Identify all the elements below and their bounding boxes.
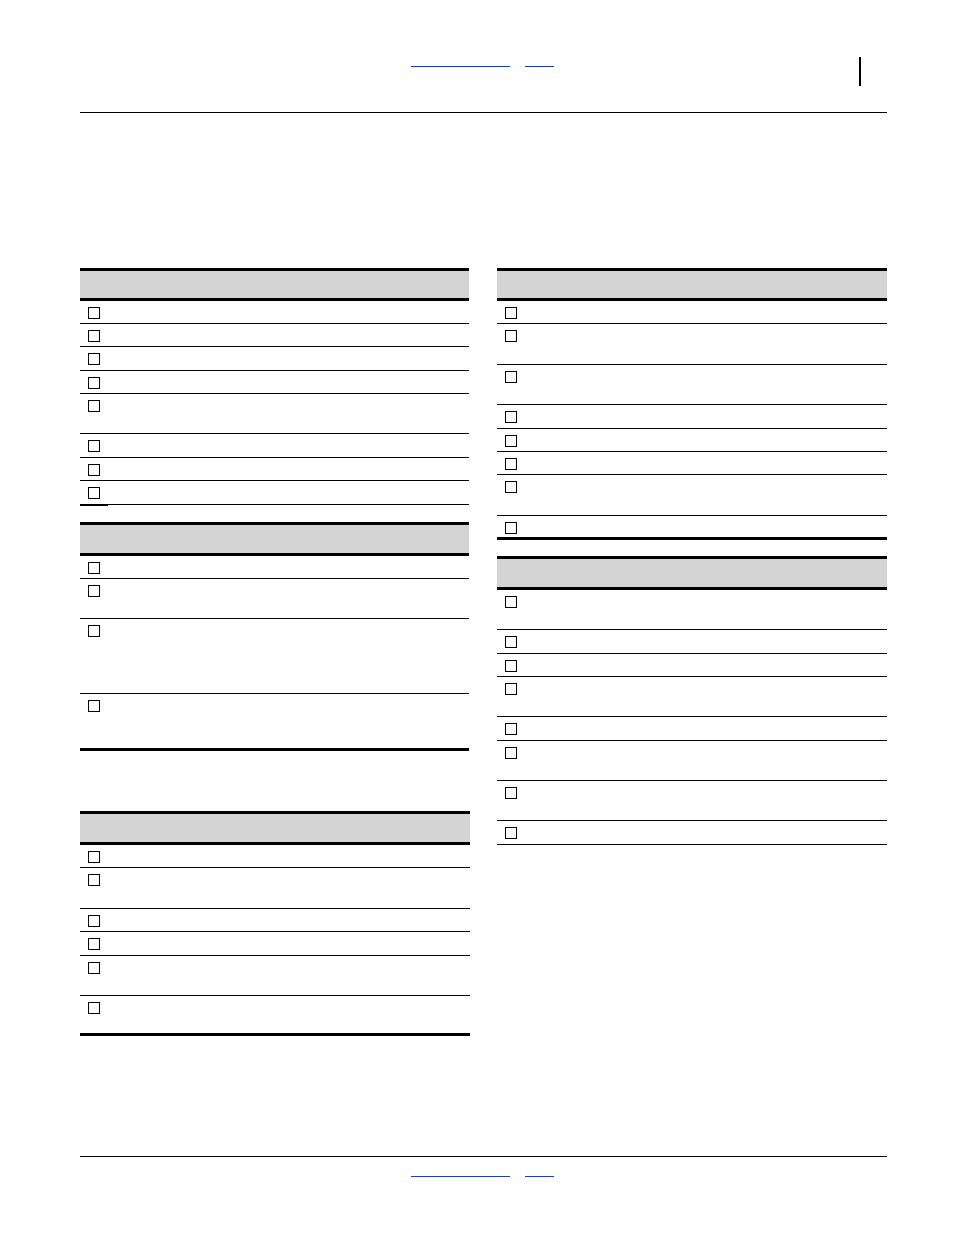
checkbox[interactable] — [88, 353, 100, 365]
checkbox[interactable] — [505, 330, 517, 342]
checklist-row — [497, 654, 887, 677]
checklist-panel-left-3 — [80, 811, 470, 1036]
checklist-row — [80, 996, 470, 1036]
checklist-row — [80, 909, 470, 932]
checklist-row — [80, 301, 469, 324]
checkbox[interactable] — [505, 747, 517, 759]
checkbox[interactable] — [88, 851, 100, 863]
checklist-row — [80, 694, 469, 751]
checkbox[interactable] — [88, 700, 100, 712]
checkbox[interactable] — [88, 330, 100, 342]
checkbox[interactable] — [88, 377, 100, 389]
footer-rule — [80, 1156, 887, 1157]
checklist-row — [497, 324, 887, 365]
checklist-row — [80, 347, 469, 371]
checklist-row — [497, 630, 887, 654]
header-link-long[interactable] — [411, 66, 510, 67]
checkbox[interactable] — [505, 787, 517, 799]
checkbox[interactable] — [505, 435, 517, 447]
panel-header — [80, 268, 469, 301]
checklist-row — [497, 516, 887, 540]
checklist-row — [497, 781, 887, 821]
checkbox[interactable] — [88, 1002, 100, 1014]
checkbox[interactable] — [88, 915, 100, 927]
checkbox[interactable] — [88, 874, 100, 886]
checkbox[interactable] — [88, 938, 100, 950]
checklist-row — [497, 475, 887, 516]
checklist-row — [80, 932, 470, 956]
checklist-row — [80, 556, 469, 579]
checkbox[interactable] — [88, 487, 100, 499]
checklist-row — [80, 434, 469, 458]
checkbox[interactable] — [88, 962, 100, 974]
checkbox[interactable] — [505, 371, 517, 383]
checklist-row — [497, 365, 887, 405]
checklist-row — [497, 452, 887, 475]
checklist-row — [80, 579, 469, 619]
checklist-row — [497, 741, 887, 781]
checkbox[interactable] — [505, 411, 517, 423]
checklist-row — [497, 590, 887, 630]
checkbox[interactable] — [88, 464, 100, 476]
checklist-panel-left-2 — [80, 522, 469, 751]
panel-header — [80, 522, 469, 556]
checklist-row — [497, 717, 887, 741]
short-rule — [80, 504, 108, 506]
checkbox[interactable] — [505, 307, 517, 319]
checklist-row — [497, 677, 887, 717]
footer-link-long[interactable] — [411, 1176, 510, 1177]
checklist-row — [80, 956, 470, 996]
checkbox[interactable] — [88, 585, 100, 597]
checklist-row — [80, 868, 470, 909]
checklist-row — [497, 429, 887, 452]
checklist-row — [80, 394, 469, 434]
checklist-row — [80, 619, 469, 694]
checkbox[interactable] — [88, 562, 100, 574]
panel-header — [497, 268, 887, 301]
checkbox[interactable] — [505, 636, 517, 648]
checkbox[interactable] — [88, 440, 100, 452]
checklist-row — [80, 324, 469, 347]
checkbox[interactable] — [505, 683, 517, 695]
checklist-row — [497, 405, 887, 429]
header-link-short[interactable] — [525, 66, 554, 67]
checkbox[interactable] — [505, 660, 517, 672]
checklist-row — [497, 821, 887, 845]
checklist-row — [80, 371, 469, 394]
header-rule — [80, 112, 887, 113]
footer-link-short[interactable] — [525, 1176, 554, 1177]
checklist-panel-left-1 — [80, 268, 469, 505]
panel-header — [497, 556, 887, 590]
checkbox[interactable] — [88, 307, 100, 319]
checkbox[interactable] — [88, 400, 100, 412]
header-margin-bar — [859, 57, 861, 86]
checkbox[interactable] — [505, 723, 517, 735]
checkbox[interactable] — [505, 481, 517, 493]
checklist-row — [80, 481, 469, 505]
checkbox[interactable] — [505, 522, 517, 534]
checklist-row — [80, 458, 469, 481]
checkbox[interactable] — [505, 458, 517, 470]
checkbox[interactable] — [505, 596, 517, 608]
panel-header — [80, 811, 470, 845]
checkbox[interactable] — [505, 827, 517, 839]
checklist-row — [497, 301, 887, 324]
checklist-panel-right-1 — [497, 268, 887, 540]
checkbox[interactable] — [88, 625, 100, 637]
checklist-row — [80, 845, 470, 868]
checklist-panel-right-2 — [497, 556, 887, 845]
